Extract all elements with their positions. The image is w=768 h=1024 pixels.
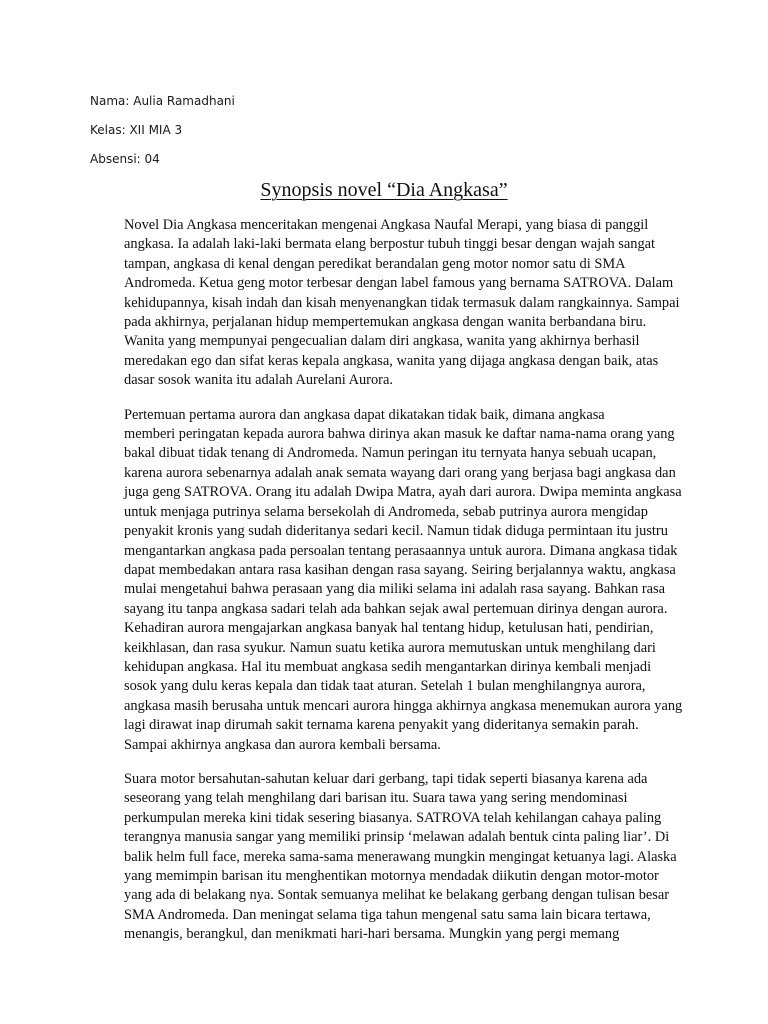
student-attendance: Absensi: 04 bbox=[90, 152, 160, 166]
text-line: Wanita yang mempunyai pengecualian dalam diri angkasa, wanita yang akhirnya berhasil bbox=[124, 333, 640, 350]
text-line: untuk menjaga putrinya selama bersekolah di Andromeda, sebab putrinya aurora mengidap bbox=[124, 503, 648, 520]
text-line: Andromeda. Ketua geng motor terbesar dengan label famous yang bernama SATROVA. Dalam bbox=[124, 275, 674, 292]
text-line: Pertemuan pertama aurora dan angkasa dapat dikatakan tidak baik, dimana angkasa bbox=[124, 406, 605, 423]
paragraph bbox=[90, 770, 702, 945]
text-line: balik helm full face, mereka sama-sama menerawang mungkin mengingat ketuanya lagi. Alaska bbox=[124, 848, 677, 865]
text-line: juga geng SATROVA. Orang itu adalah Dwipa Matra, ayah dari aurora. Dwipa meminta angkasa bbox=[124, 484, 682, 501]
text-line: SMA Andromeda. Dan meningat selama tiga tahun mengenal satu sama lain bicara tertawa, bbox=[124, 906, 651, 923]
text-line: bakal dibuat tidak tenang di Andromeda. Namun peringan itu ternyata hanya sebuah ucapan, bbox=[124, 445, 657, 462]
text-line: angkasa. Ia adalah laki-laki bermata elang berpostur tubuh tinggi besar dengan wajah sangat bbox=[124, 236, 656, 253]
paragraph bbox=[90, 406, 702, 755]
text-line: memberi peringatan kepada aurora bahwa dirinya akan masuk ke daftar nama-nama orang yang bbox=[124, 426, 675, 443]
document-title: Synopsis novel “Dia Angkasa” bbox=[260, 179, 508, 201]
text-line: dasar sosok wanita itu adalah Aurelani Aurora. bbox=[124, 372, 393, 389]
text-line: dapat membedakan antara rasa kasihan dengan rasa sayang. Seiring berjalannya waktu, angkasa bbox=[124, 561, 676, 578]
text-line: Kehadiran aurora mengajarkan angkasa banyak hal tentang hidup, ketulusan hati, pendirian, bbox=[124, 620, 654, 637]
text-line: lagi dirawat inap dirumah sakit ternama karena penyakit yang dideritanya semakin parah. bbox=[124, 717, 639, 734]
text-line: Sampai akhirnya angkasa dan aurora kembali bersama. bbox=[124, 736, 441, 753]
text-line: pada akhirnya, perjalanan hidup mempertemukan angkasa dengan wanita berbandana biru. bbox=[124, 314, 647, 331]
text-line: keikhlasan, dan rasa syukur. Namun suatu ketika aurora memutuskan untuk menghilang dari bbox=[124, 639, 656, 656]
text-line: kehidupannya, kisah indah dan kisah menyenangkan tidak termasuk dalam rangkainnya. Sampai bbox=[124, 294, 680, 311]
text-line: mengantarkan angkasa pada persoalan tentang perasaannya untuk aurora. Dimana angkasa tidak bbox=[124, 542, 678, 559]
text-line: angkasa masih berusaha untuk mencari aurora hingga akhirnya angkasa menemukan aurora yang bbox=[124, 697, 683, 714]
text-line: sayang itu tanpa angkasa sadari telah ada bahkan sejak awal pertemuan dirinya dengan aurora. bbox=[124, 600, 668, 617]
text-line: kehidupan angkasa. Hal itu membuat angkasa sedih mengantarkan dirinya kembali menjadi bbox=[124, 658, 652, 675]
text-line: meredakan ego dan sifat keras kepala angkasa, wanita yang dijaga angkasa dengan baik, atas bbox=[124, 352, 659, 369]
text-line: perkumpulan mereka kini tidak sesering biasanya. SATROVA telah kehilangan cahaya paling bbox=[124, 809, 662, 826]
text-line: tampan, angkasa di kenal dengan peredikat berandalan geng motor nomor satu di SMA bbox=[124, 255, 626, 272]
document-body bbox=[90, 216, 702, 960]
text-line: Novel Dia Angkasa menceritakan mengenai Angkasa Naufal Merapi, yang biasa di panggil bbox=[124, 217, 649, 233]
text-line: penyakit kronis yang sudah dideritanya sedari kecil. Namun tidak diduga permintaan itu justru bbox=[124, 523, 668, 540]
paragraph bbox=[90, 216, 702, 391]
text-line: sosok yang dulu keras kepala dan tidak taat aturan. Setelah 1 bulan menghilangnya aurora, bbox=[124, 678, 646, 695]
student-name: Nama: Aulia Ramadhani bbox=[90, 94, 235, 108]
text-line: menangis, berangkul, dan menikmati hari-hari bersama. Mungkin yang pergi memang bbox=[124, 926, 620, 943]
text-line: terangnya manusia sangar yang memiliki prinsip ‘melawan adalah bentuk cinta paling liar’. Di bbox=[124, 829, 670, 846]
student-class: Kelas: XII MIA 3 bbox=[90, 123, 183, 137]
text-line: Suara motor bersahutan-sahutan keluar dari gerbang, tapi tidak seperti biasanya karena ada bbox=[124, 770, 648, 787]
text-line: yang memimpin barisan itu menghentikan motornya mendadak diikutin dengan motor-motor bbox=[124, 868, 659, 884]
text-line: mulai mengetahui bahwa perasaan yang dia miliki selama ini adalah rasa sayang. Bahkan rasa bbox=[124, 581, 666, 598]
text-line: yang ada di belakang nya. Sontak semuanya melihat ke belakang gerbang dengan tulisan besar bbox=[124, 887, 670, 904]
text-line: seseorang yang telah menghilang dari barisan itu. Suara tawa yang sering mendominasi bbox=[124, 790, 628, 807]
text-line: karena aurora sebenarnya adalah anak semata wayang dari orang yang berjasa bagi angkasa dan bbox=[124, 464, 676, 481]
